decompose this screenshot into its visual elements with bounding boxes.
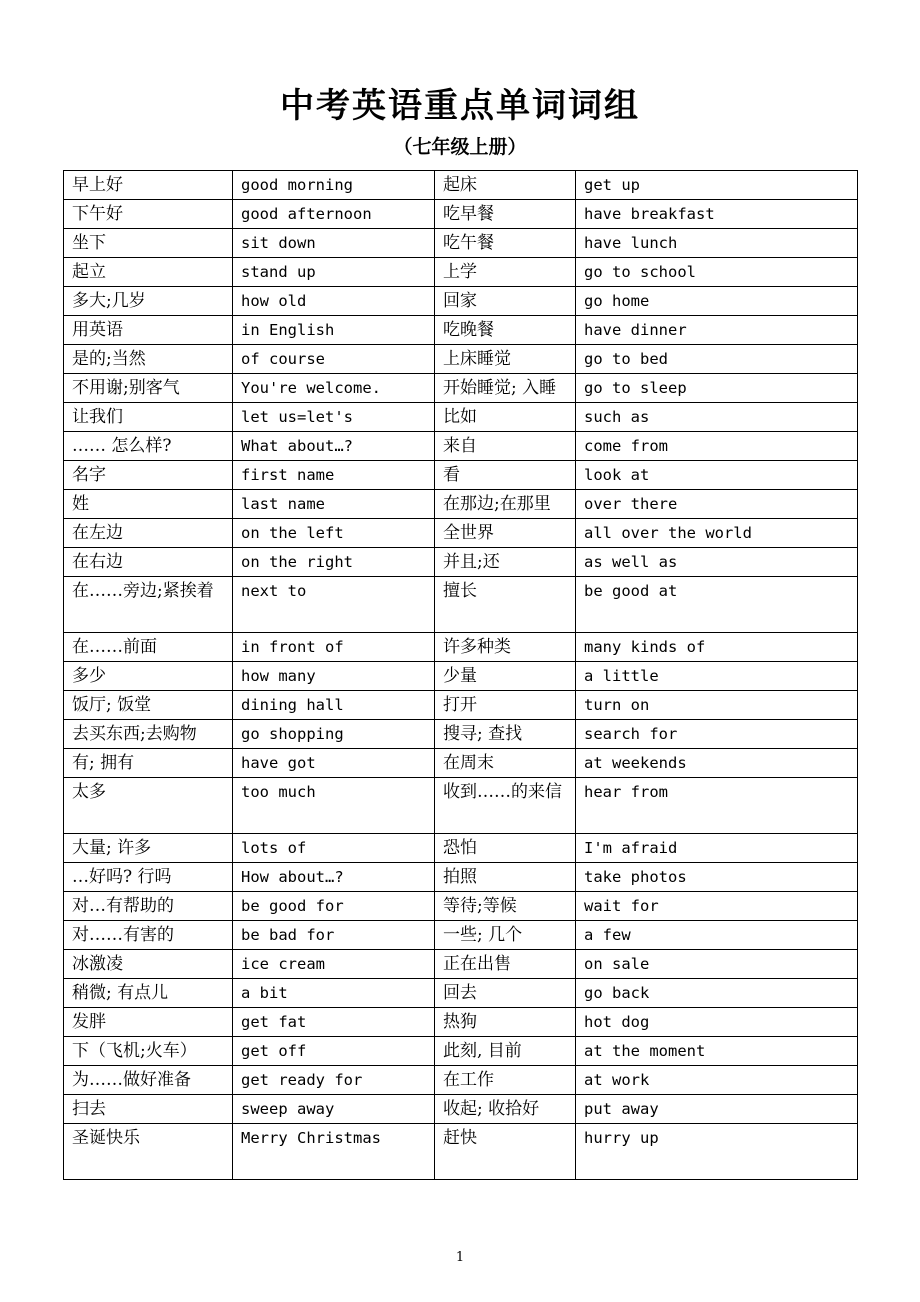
chinese-term-cell: 去买东西;去购物 xyxy=(64,720,233,749)
english-phrase-cell: go to bed xyxy=(576,345,858,374)
table-row xyxy=(64,892,858,921)
english-phrase-cell: get off xyxy=(233,1037,435,1066)
english-phrase-cell: search for xyxy=(576,720,858,749)
english-phrase-cell: how old xyxy=(233,287,435,316)
chinese-term-cell: 正在出售 xyxy=(435,950,576,979)
chinese-term-cell: 全世界 xyxy=(435,519,576,548)
english-phrase-cell: be good for xyxy=(233,892,435,921)
english-phrase-cell: a little xyxy=(576,662,858,691)
chinese-term-cell: 稍微; 有点儿 xyxy=(64,979,233,1008)
vocabulary-table-body xyxy=(64,171,858,1180)
chinese-term-cell: 擅长 xyxy=(435,577,576,633)
english-phrase-cell: hear from xyxy=(576,778,858,834)
english-phrase-cell: go shopping xyxy=(233,720,435,749)
chinese-term-cell: 早上好 xyxy=(64,171,233,200)
chinese-term-cell: 少量 xyxy=(435,662,576,691)
table-row xyxy=(64,633,858,662)
table-row xyxy=(64,287,858,316)
chinese-term-cell: 不用谢;别客气 xyxy=(64,374,233,403)
english-phrase-cell: of course xyxy=(233,345,435,374)
table-row xyxy=(64,316,858,345)
english-phrase-cell: have breakfast xyxy=(576,200,858,229)
table-row xyxy=(64,1124,858,1180)
table-row xyxy=(64,950,858,979)
chinese-term-cell: 回去 xyxy=(435,979,576,1008)
table-row xyxy=(64,258,858,287)
chinese-term-cell: 热狗 xyxy=(435,1008,576,1037)
english-phrase-cell: next to xyxy=(233,577,435,633)
chinese-term-cell: …… 怎么样? xyxy=(64,432,233,461)
english-phrase-cell: in front of xyxy=(233,633,435,662)
chinese-term-cell: 在那边;在那里 xyxy=(435,490,576,519)
table-row xyxy=(64,519,858,548)
english-phrase-cell: get ready for xyxy=(233,1066,435,1095)
english-phrase-cell: good afternoon xyxy=(233,200,435,229)
chinese-term-cell: 吃晚餐 xyxy=(435,316,576,345)
chinese-term-cell: 起床 xyxy=(435,171,576,200)
english-phrase-cell: a few xyxy=(576,921,858,950)
english-phrase-cell: take photos xyxy=(576,863,858,892)
english-phrase-cell: be bad for xyxy=(233,921,435,950)
chinese-term-cell: 下午好 xyxy=(64,200,233,229)
table-row xyxy=(64,200,858,229)
table-row xyxy=(64,548,858,577)
chinese-term-cell: 吃午餐 xyxy=(435,229,576,258)
vocabulary-table xyxy=(63,170,858,1180)
chinese-term-cell: 扫去 xyxy=(64,1095,233,1124)
table-row xyxy=(64,749,858,778)
english-phrase-cell: hot dog xyxy=(576,1008,858,1037)
english-phrase-cell: at work xyxy=(576,1066,858,1095)
page-number: 1 xyxy=(455,1250,465,1265)
chinese-term-cell: 在左边 xyxy=(64,519,233,548)
table-row xyxy=(64,778,858,834)
chinese-term-cell: 在……旁边;紧挨着 xyxy=(64,577,233,633)
chinese-term-cell: 用英语 xyxy=(64,316,233,345)
english-phrase-cell: ice cream xyxy=(233,950,435,979)
english-phrase-cell: a bit xyxy=(233,979,435,1008)
table-row xyxy=(64,1066,858,1095)
chinese-term-cell: 起立 xyxy=(64,258,233,287)
page-title: 中考英语重点单词词组 xyxy=(280,86,640,126)
english-phrase-cell: on sale xyxy=(576,950,858,979)
english-phrase-cell: last name xyxy=(233,490,435,519)
english-phrase-cell: at weekends xyxy=(576,749,858,778)
table-row xyxy=(64,229,858,258)
english-phrase-cell: too much xyxy=(233,778,435,834)
chinese-term-cell: 多大;几岁 xyxy=(64,287,233,316)
chinese-term-cell: 赶快 xyxy=(435,1124,576,1180)
table-row xyxy=(64,691,858,720)
english-phrase-cell: hurry up xyxy=(576,1124,858,1180)
english-phrase-cell: over there xyxy=(576,490,858,519)
chinese-term-cell: 上床睡觉 xyxy=(435,345,576,374)
chinese-term-cell: 恐怕 xyxy=(435,834,576,863)
table-row xyxy=(64,834,858,863)
english-phrase-cell: stand up xyxy=(233,258,435,287)
page-subtitle: （七年级上册） xyxy=(393,136,527,158)
chinese-term-cell: 在……前面 xyxy=(64,633,233,662)
english-phrase-cell: have lunch xyxy=(576,229,858,258)
english-phrase-cell: Merry Christmas xyxy=(233,1124,435,1180)
chinese-term-cell: 大量; 许多 xyxy=(64,834,233,863)
chinese-term-cell: 对…有帮助的 xyxy=(64,892,233,921)
chinese-term-cell: 一些; 几个 xyxy=(435,921,576,950)
chinese-term-cell: 来自 xyxy=(435,432,576,461)
english-phrase-cell: on the right xyxy=(233,548,435,577)
table-row xyxy=(64,577,858,633)
chinese-term-cell: 并且;还 xyxy=(435,548,576,577)
english-phrase-cell: How about…? xyxy=(233,863,435,892)
chinese-term-cell: 是的;当然 xyxy=(64,345,233,374)
chinese-term-cell: 搜寻; 查找 xyxy=(435,720,576,749)
chinese-term-cell: 等待;等候 xyxy=(435,892,576,921)
english-phrase-cell: put away xyxy=(576,1095,858,1124)
chinese-term-cell: 许多种类 xyxy=(435,633,576,662)
table-row xyxy=(64,863,858,892)
chinese-term-cell: 收到……的来信 xyxy=(435,778,576,834)
english-phrase-cell: good morning xyxy=(233,171,435,200)
table-row xyxy=(64,1037,858,1066)
english-phrase-cell: I'm afraid xyxy=(576,834,858,863)
english-phrase-cell: first name xyxy=(233,461,435,490)
chinese-term-cell: 在周末 xyxy=(435,749,576,778)
english-phrase-cell: What about…? xyxy=(233,432,435,461)
english-phrase-cell: as well as xyxy=(576,548,858,577)
english-phrase-cell: in English xyxy=(233,316,435,345)
english-phrase-cell: many kinds of xyxy=(576,633,858,662)
table-row xyxy=(64,662,858,691)
english-phrase-cell: sweep away xyxy=(233,1095,435,1124)
chinese-term-cell: 看 xyxy=(435,461,576,490)
chinese-term-cell: 发胖 xyxy=(64,1008,233,1037)
english-phrase-cell: get fat xyxy=(233,1008,435,1037)
english-phrase-cell: You're welcome. xyxy=(233,374,435,403)
english-phrase-cell: such as xyxy=(576,403,858,432)
english-phrase-cell: get up xyxy=(576,171,858,200)
english-phrase-cell: go home xyxy=(576,287,858,316)
chinese-term-cell: 让我们 xyxy=(64,403,233,432)
chinese-term-cell: 吃早餐 xyxy=(435,200,576,229)
table-row xyxy=(64,1008,858,1037)
english-phrase-cell: on the left xyxy=(233,519,435,548)
english-phrase-cell: look at xyxy=(576,461,858,490)
table-row xyxy=(64,921,858,950)
table-row xyxy=(64,720,858,749)
chinese-term-cell: 此刻, 目前 xyxy=(435,1037,576,1066)
table-row xyxy=(64,490,858,519)
english-phrase-cell: how many xyxy=(233,662,435,691)
chinese-term-cell: 打开 xyxy=(435,691,576,720)
english-phrase-cell: come from xyxy=(576,432,858,461)
chinese-term-cell: 开始睡觉; 入睡 xyxy=(435,374,576,403)
chinese-term-cell: 饭厅; 饭堂 xyxy=(64,691,233,720)
table-row xyxy=(64,461,858,490)
chinese-term-cell: 下（飞机;火车） xyxy=(64,1037,233,1066)
english-phrase-cell: have dinner xyxy=(576,316,858,345)
english-phrase-cell: have got xyxy=(233,749,435,778)
chinese-term-cell: 坐下 xyxy=(64,229,233,258)
table-row xyxy=(64,374,858,403)
english-phrase-cell: wait for xyxy=(576,892,858,921)
english-phrase-cell: go to school xyxy=(576,258,858,287)
chinese-term-cell: 有; 拥有 xyxy=(64,749,233,778)
table-row xyxy=(64,403,858,432)
chinese-term-cell: 冰激凌 xyxy=(64,950,233,979)
chinese-term-cell: 在工作 xyxy=(435,1066,576,1095)
chinese-term-cell: 回家 xyxy=(435,287,576,316)
table-row xyxy=(64,979,858,1008)
english-phrase-cell: be good at xyxy=(576,577,858,633)
chinese-term-cell: 名字 xyxy=(64,461,233,490)
english-phrase-cell: turn on xyxy=(576,691,858,720)
chinese-term-cell: 收起; 收拾好 xyxy=(435,1095,576,1124)
chinese-term-cell: 太多 xyxy=(64,778,233,834)
chinese-term-cell: 姓 xyxy=(64,490,233,519)
chinese-term-cell: 上学 xyxy=(435,258,576,287)
english-phrase-cell: let us=let's xyxy=(233,403,435,432)
english-phrase-cell: dining hall xyxy=(233,691,435,720)
table-row xyxy=(64,432,858,461)
chinese-term-cell: 在右边 xyxy=(64,548,233,577)
english-phrase-cell: at the moment xyxy=(576,1037,858,1066)
english-phrase-cell: go to sleep xyxy=(576,374,858,403)
table-row xyxy=(64,1095,858,1124)
chinese-term-cell: 对……有害的 xyxy=(64,921,233,950)
table-row xyxy=(64,345,858,374)
english-phrase-cell: all over the world xyxy=(576,519,858,548)
chinese-term-cell: 拍照 xyxy=(435,863,576,892)
chinese-term-cell: 圣诞快乐 xyxy=(64,1124,233,1180)
chinese-term-cell: 为……做好准备 xyxy=(64,1066,233,1095)
chinese-term-cell: …好吗? 行吗 xyxy=(64,863,233,892)
english-phrase-cell: go back xyxy=(576,979,858,1008)
english-phrase-cell: lots of xyxy=(233,834,435,863)
chinese-term-cell: 比如 xyxy=(435,403,576,432)
english-phrase-cell: sit down xyxy=(233,229,435,258)
table-row xyxy=(64,171,858,200)
chinese-term-cell: 多少 xyxy=(64,662,233,691)
